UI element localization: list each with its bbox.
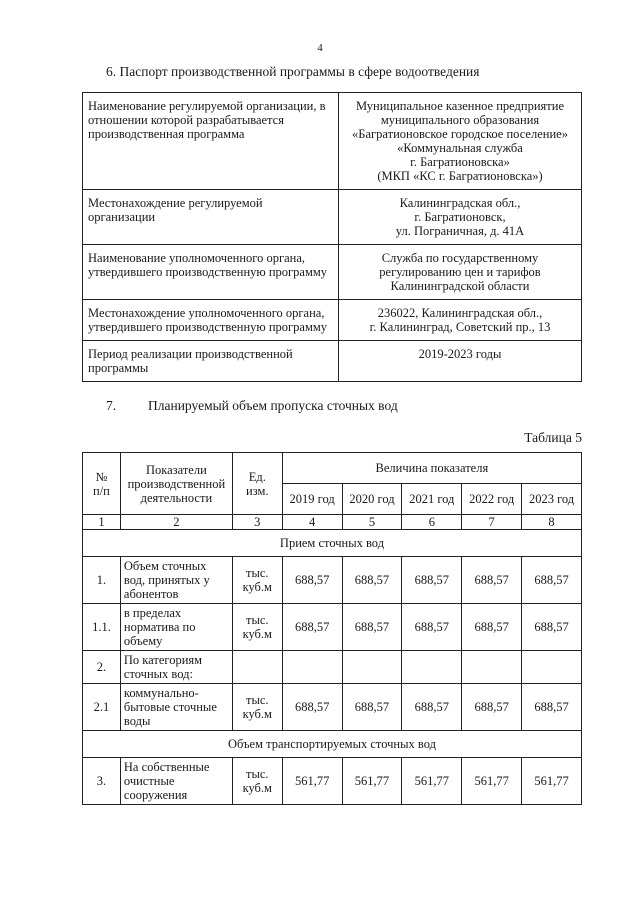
indicator-line: вод, принятых у	[123, 573, 210, 587]
row-value	[342, 651, 402, 684]
passport-value-line: регулированию цен и тарифов	[379, 265, 541, 279]
page-number: 4	[317, 42, 323, 54]
passport-value-line: 2019-2023 годы	[418, 347, 502, 361]
row-value: 561,77	[462, 758, 522, 805]
passport-label-line: организации	[88, 210, 156, 224]
passport-value-line: «Коммунальная служба	[397, 141, 523, 155]
column-number: 4	[282, 515, 342, 530]
passport-label-line: утвердившего производственную программу	[88, 320, 328, 334]
unit-line: тыс.	[246, 613, 269, 627]
column-number: 5	[342, 515, 402, 530]
header-year: 2021 год	[402, 484, 462, 515]
section-6-title: 6. Паспорт производственной программы в сфере водоотведения	[106, 64, 480, 79]
indicator-line: объему	[123, 634, 163, 648]
table-row	[83, 758, 582, 805]
passport-value-line: г. Багратионовск,	[414, 210, 506, 224]
passport-label-cell	[83, 190, 339, 245]
row-value: 688,57	[402, 604, 462, 651]
row-value: 688,57	[282, 557, 342, 604]
header-year: 2020 год	[342, 484, 402, 515]
row-value: 688,57	[342, 557, 402, 604]
unit-line: куб.м	[242, 580, 272, 594]
row-value: 688,57	[522, 557, 582, 604]
passport-value-cell	[339, 341, 582, 382]
row-unit	[232, 758, 282, 805]
passport-value-line: Калининградской области	[390, 279, 530, 293]
group-row-intake	[83, 530, 582, 557]
table-row	[83, 604, 582, 651]
passport-label-cell	[83, 245, 339, 300]
row-value	[462, 651, 522, 684]
row-value: 561,77	[522, 758, 582, 805]
unit-line: тыс.	[246, 767, 269, 781]
header-text: Ед.	[248, 469, 266, 484]
row-value: 688,57	[282, 684, 342, 731]
row-unit	[232, 684, 282, 731]
passport-value-line: муниципального образования	[380, 113, 540, 127]
row-value	[402, 651, 462, 684]
passport-label-line: утвердившего производственную программу	[88, 265, 328, 279]
passport-value-line: г. Калининград, Советский пр., 13	[369, 320, 551, 334]
row-unit	[232, 604, 282, 651]
row-value	[282, 651, 342, 684]
indicator-line: На собственные	[123, 760, 210, 774]
passport-label-line: Местонахождение регулируемой	[88, 196, 263, 210]
unit-line: куб.м	[242, 707, 272, 721]
header-text: деятельности	[140, 490, 213, 505]
row-value: 688,57	[402, 684, 462, 731]
row-indicator	[120, 651, 232, 684]
row-value: 688,57	[282, 604, 342, 651]
row-value: 688,57	[522, 684, 582, 731]
passport-value-line: г. Багратионовска»	[410, 155, 510, 169]
passport-value-line: (МКП «КС г. Багратионовска»)	[377, 169, 543, 183]
row-number: 2.1	[83, 684, 121, 731]
row-value: 688,57	[462, 604, 522, 651]
column-number: 7	[462, 515, 522, 530]
passport-label-line: Наименование уполномоченного органа,	[88, 251, 305, 265]
table-row	[83, 651, 582, 684]
passport-label-line: Наименование регулируемой организации, в	[88, 99, 326, 113]
header-text: производственной	[127, 476, 226, 491]
row-number: 1.1.	[83, 604, 121, 651]
passport-value-cell	[339, 245, 582, 300]
passport-row	[83, 245, 582, 300]
group-header: Объем транспортируемых сточных вод	[83, 731, 582, 758]
table-row	[83, 557, 582, 604]
passport-label-line: Местонахождение уполномоченного органа,	[88, 306, 325, 320]
passport-label-line: программы	[88, 361, 149, 375]
passport-value-line: Калининградская обл.,	[399, 196, 521, 210]
passport-label-line: Период реализации производственной	[88, 347, 293, 361]
section-7-text: Планируемый объем пропуска сточных вод	[148, 398, 398, 413]
unit-line: куб.м	[242, 781, 272, 795]
passport-label-cell	[83, 300, 339, 341]
passport-table	[82, 92, 582, 382]
row-unit	[232, 557, 282, 604]
row-number: 2.	[83, 651, 121, 684]
column-number: 8	[522, 515, 582, 530]
indicator-line: норматива по	[123, 620, 196, 634]
header-year: 2022 год	[462, 484, 522, 515]
row-value	[522, 651, 582, 684]
column-number: 2	[120, 515, 232, 530]
passport-value-cell	[339, 300, 582, 341]
row-indicator	[120, 758, 232, 805]
passport-label-line: отношении которой разрабатывается	[88, 113, 284, 127]
row-value: 561,77	[282, 758, 342, 805]
passport-value-line: Служба по государственному	[381, 251, 539, 265]
passport-row	[83, 300, 582, 341]
passport-row	[83, 341, 582, 382]
passport-value-line: ул. Пограничная, д. 41А	[395, 224, 525, 238]
table-row	[83, 684, 582, 731]
indicator-line: в пределах	[123, 606, 182, 620]
column-number: 6	[402, 515, 462, 530]
row-number: 1.	[83, 557, 121, 604]
section-7-number: 7.	[106, 398, 117, 413]
passport-value-line: «Багратионовское городское поселение»	[352, 127, 568, 141]
passport-label-cell	[83, 93, 339, 190]
passport-label-cell	[83, 341, 339, 382]
indicator-line: сточных вод:	[123, 667, 193, 681]
indicator-line: Объем сточных	[123, 559, 207, 573]
passport-value-line: Муниципальное казенное предприятие	[356, 99, 564, 113]
column-number: 1	[83, 515, 121, 530]
column-number: 3	[232, 515, 282, 530]
passport-value-cell	[339, 190, 582, 245]
section-7-title	[106, 398, 398, 414]
passport-label-line: производственная программа	[88, 127, 245, 141]
group-header: Прием сточных вод	[83, 530, 582, 557]
table-label: Таблица 5	[524, 430, 582, 445]
header-indicator	[120, 453, 232, 515]
row-indicator	[120, 684, 232, 731]
unit-line: тыс.	[246, 693, 269, 707]
passport-value-cell	[339, 93, 582, 190]
row-number: 3.	[83, 758, 121, 805]
header-text: п/п	[93, 483, 110, 498]
header-year: 2019 год	[282, 484, 342, 515]
indicator-line: очистные	[123, 774, 175, 788]
row-unit	[232, 651, 282, 684]
passport-value-line: 236022, Калининградская обл.,	[377, 306, 543, 320]
indicator-line: абонентов	[123, 587, 179, 601]
indicator-line: сооружения	[123, 788, 188, 802]
indicator-line: По категориям	[123, 653, 203, 667]
header-year: 2023 год	[522, 484, 582, 515]
volume-table	[82, 452, 582, 805]
header-row	[83, 453, 582, 484]
header-text: изм.	[246, 483, 269, 498]
header-unit	[232, 453, 282, 515]
row-value: 688,57	[402, 557, 462, 604]
header-value-group: Величина показателя	[282, 453, 581, 484]
header-text: Показатели	[145, 462, 207, 477]
column-number-row	[83, 515, 582, 530]
header-text: №	[95, 469, 108, 484]
indicator-line: коммунально-	[123, 686, 199, 700]
row-indicator	[120, 604, 232, 651]
row-value: 688,57	[522, 604, 582, 651]
unit-line: куб.м	[242, 627, 272, 641]
row-value: 688,57	[462, 557, 522, 604]
passport-row	[83, 93, 582, 190]
row-value: 688,57	[462, 684, 522, 731]
unit-line: тыс.	[246, 566, 269, 580]
row-value: 561,77	[342, 758, 402, 805]
indicator-line: воды	[123, 714, 151, 728]
header-num	[83, 453, 121, 515]
row-indicator	[120, 557, 232, 604]
passport-row	[83, 190, 582, 245]
group-row-transport	[83, 731, 582, 758]
indicator-line: бытовые сточные	[123, 700, 217, 714]
row-value: 688,57	[342, 684, 402, 731]
row-value: 688,57	[342, 604, 402, 651]
row-value: 561,77	[402, 758, 462, 805]
